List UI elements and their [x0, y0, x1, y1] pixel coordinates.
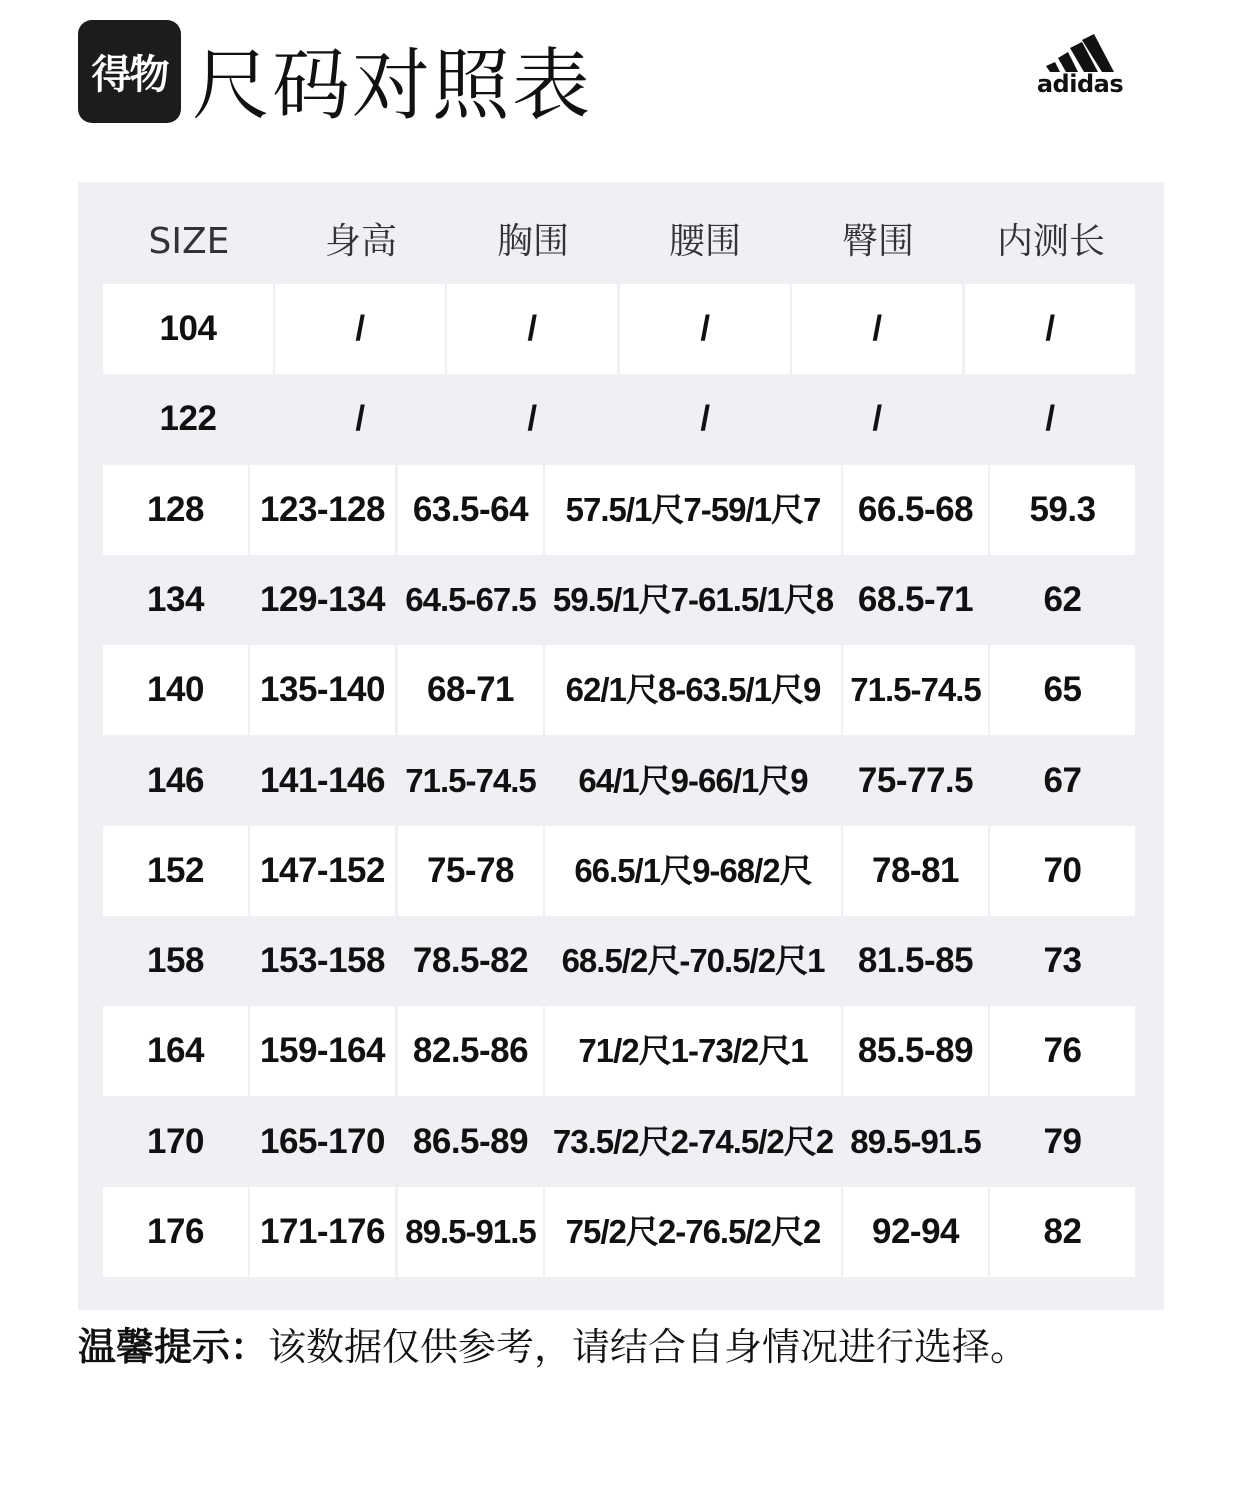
header	[0, 0, 1244, 160]
table-cell-waist: /	[620, 284, 790, 374]
brand-name: adidas	[1036, 70, 1124, 98]
table-cell-height: 153-158	[260, 941, 385, 981]
table-cell-height: 159-164	[250, 1006, 395, 1096]
table-cell-size: 104	[103, 284, 273, 374]
table-cell-inseam: /	[1045, 399, 1055, 439]
table-cell-size: 134	[147, 579, 204, 619]
table-cell-height: 147-152	[250, 826, 395, 916]
footer-text: 该数据仅供参考，请结合自身情况进行选择。	[268, 1325, 1029, 1369]
table-cell-inseam: /	[965, 284, 1135, 374]
table-cell-size: 122	[159, 399, 217, 439]
table-cell-chest: 71.5-74.5	[405, 761, 536, 799]
table-row	[103, 555, 1135, 645]
table-cell-height: 123-128	[250, 465, 395, 555]
table-cell-chest: 75-78	[398, 826, 543, 916]
table-cell-inseam: 70	[990, 826, 1135, 916]
table-row	[103, 465, 1135, 555]
table-cell-hip: 66.5-68	[843, 465, 988, 555]
table-cell-waist: 62/1尺8-63.5/1尺9	[545, 645, 841, 735]
table-cell-hip: 68.5-71	[857, 579, 974, 619]
header-col-height: 身高	[324, 221, 397, 262]
table-cell-hip: 78-81	[843, 826, 988, 916]
table-cell-waist: 66.5/1尺9-68/2尺	[545, 826, 841, 916]
table-cell-waist: 75/2尺2-76.5/2尺2	[545, 1187, 841, 1277]
page-title: 尺码对照表	[192, 41, 593, 131]
table-cell-hip: 71.5-74.5	[843, 645, 988, 735]
table-cell-waist: 64/1尺9-66/1尺9	[578, 761, 808, 799]
table-row	[103, 284, 1135, 374]
table-cell-size: 158	[147, 941, 204, 981]
size-table	[78, 182, 1164, 1310]
header-col-inseam: 内测长	[996, 221, 1105, 262]
table-row	[103, 645, 1135, 735]
table-row	[103, 374, 1135, 464]
table-cell-height: 165-170	[260, 1121, 385, 1161]
footer-note	[78, 1316, 1178, 1378]
table-cell-inseam: 65	[990, 645, 1135, 735]
table-cell-waist: 68.5/2尺-70.5/2尺1	[561, 942, 825, 980]
table-cell-size: 176	[103, 1187, 248, 1277]
table-cell-waist: 59.5/1尺7-61.5/1尺8	[552, 580, 834, 618]
table-cell-inseam: 62	[1043, 579, 1082, 619]
table-cell-chest: 86.5-89	[412, 1121, 529, 1161]
table-cell-chest: 82.5-86	[398, 1006, 543, 1096]
table-cell-hip: 92-94	[843, 1187, 988, 1277]
table-cell-chest: /	[527, 399, 537, 439]
table-cell-inseam: 76	[990, 1006, 1135, 1096]
table-row	[103, 1187, 1135, 1277]
table-cell-height: 171-176	[250, 1187, 395, 1277]
table-cell-size: 146	[147, 760, 204, 800]
table-cell-chest: 63.5-64	[398, 465, 543, 555]
table-row	[103, 916, 1135, 1006]
table-cell-chest: 89.5-91.5	[398, 1187, 543, 1277]
table-cell-waist: /	[700, 399, 710, 439]
table-cell-waist: 73.5/2尺2-74.5/2尺2	[552, 1122, 834, 1160]
footer-label: 温馨提示：	[78, 1325, 269, 1369]
table-header-row	[78, 200, 1164, 284]
header-col-size: SIZE	[148, 221, 230, 262]
table-cell-chest: 78.5-82	[412, 941, 529, 981]
table-cell-hip: /	[792, 284, 962, 374]
table-cell-inseam: 82	[990, 1187, 1135, 1277]
table-cell-height: 135-140	[250, 645, 395, 735]
table-cell-size: 152	[103, 826, 248, 916]
table-cell-inseam: 73	[1043, 941, 1082, 981]
table-cell-height: 141-146	[260, 760, 385, 800]
adidas-stripes-icon	[1046, 34, 1114, 72]
table-row	[103, 736, 1135, 826]
table-cell-size: 164	[103, 1006, 248, 1096]
table-cell-chest: 68-71	[398, 645, 543, 735]
table-cell-chest: /	[447, 284, 617, 374]
table-cell-hip: 85.5-89	[843, 1006, 988, 1096]
table-row	[103, 1097, 1135, 1187]
table-cell-chest: 64.5-67.5	[405, 580, 536, 618]
table-cell-hip: 89.5-91.5	[850, 1122, 981, 1160]
header-col-chest: 胸围	[496, 221, 569, 262]
table-cell-waist: 71/2尺1-73/2尺1	[545, 1006, 841, 1096]
table-cell-hip: 81.5-85	[857, 941, 974, 981]
table-cell-inseam: 79	[1043, 1121, 1082, 1161]
table-row	[103, 1006, 1135, 1096]
table-cell-hip: 75-77.5	[857, 760, 974, 800]
table-cell-height: 129-134	[260, 579, 385, 619]
table-row	[103, 826, 1135, 916]
adidas-brand-logo	[1028, 34, 1132, 98]
table-cell-size: 170	[147, 1121, 204, 1161]
header-col-hip: 臀围	[841, 221, 914, 262]
table-cell-height: /	[355, 399, 365, 439]
table-cell-inseam: 67	[1043, 760, 1082, 800]
table-cell-inseam: 59.3	[990, 465, 1135, 555]
header-col-waist: 腰围	[668, 221, 741, 262]
table-cell-height: /	[275, 284, 445, 374]
table-cell-hip: /	[872, 399, 882, 439]
table-cell-size: 128	[103, 465, 248, 555]
dewu-app-logo: 得物	[78, 20, 181, 123]
table-cell-waist: 57.5/1尺7-59/1尺7	[545, 465, 841, 555]
table-cell-size: 140	[103, 645, 248, 735]
